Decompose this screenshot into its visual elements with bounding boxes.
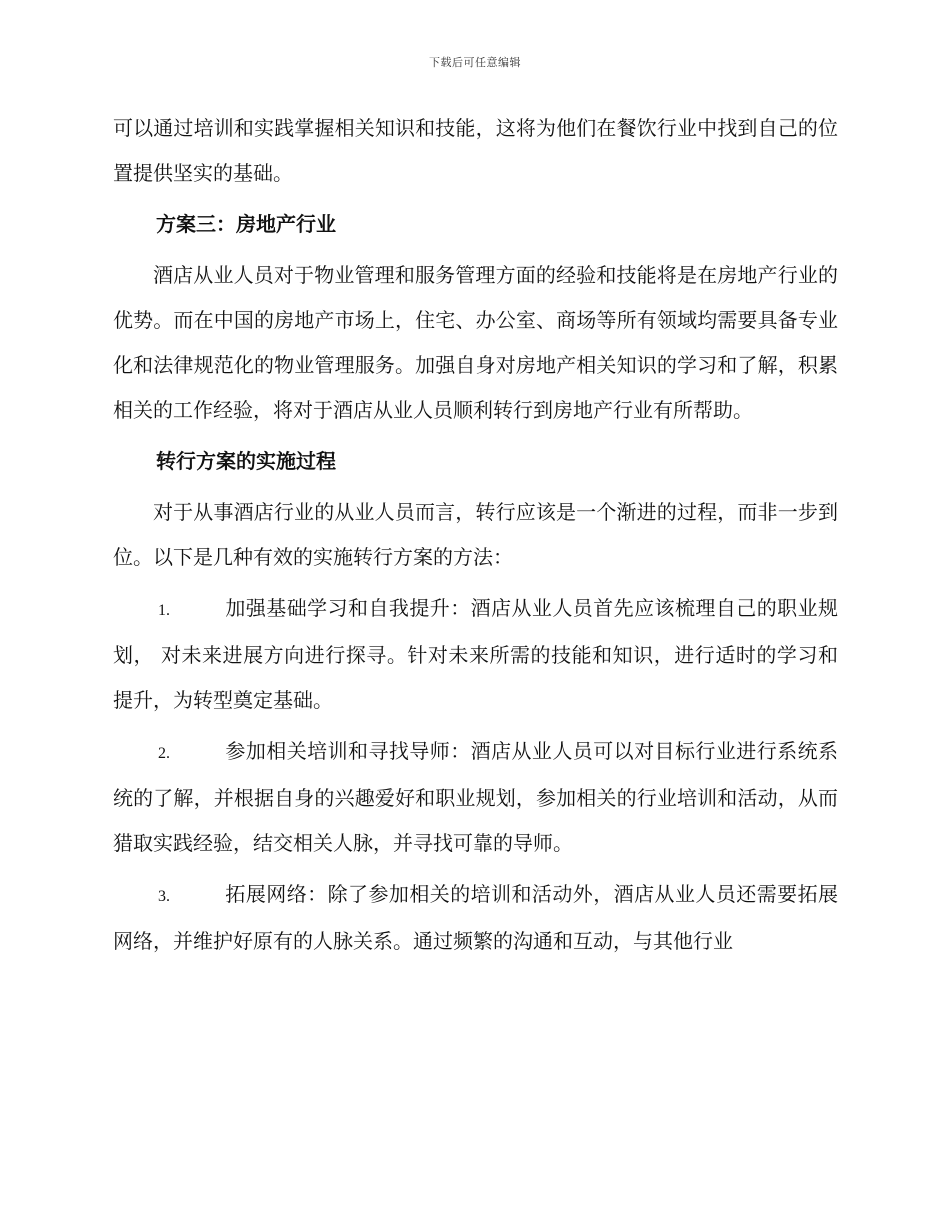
list-item-text: 加强基础学习和自我提升：酒店从业人员首先应该梳理自己的职业规划， 对未来进展方向进行探寻。针对未来所需的技能和知识，进行适时的学习和提升，为转型奠定基础。 [113, 596, 838, 712]
list-number: 2. [158, 745, 170, 762]
list-item [113, 729, 838, 866]
list-item-text: 拓展网络：除了参加相关的培训和活动外，酒店从业人员还需要拓展网络，并维护好原有的人脉关系。通过频繁的沟通和互动，与其他行业 [113, 882, 838, 953]
list-item [113, 586, 838, 723]
list-number: 3. [158, 888, 170, 905]
paragraph-continuation: 可以通过培训和实践掌握相关知识和技能，这将为他们在餐饮行业中找到自己的位置提供坚实的基础。 [113, 116, 838, 185]
list-item-text: 参加相关培训和寻找导师：酒店从业人员可以对目标行业进行系统系统的了解，并根据自身的兴趣爱好和职业规划，参加相关的行业培训和活动，从而猎取实践经验，结交相关人脉，并寻找可靠的导师。 [113, 739, 838, 855]
paragraph-implementation-intro: 对于从事酒店行业的从业人员而言，转行应该是一个渐进的过程，而非一步到位。以下是几种有效的实施转行方案的方法： [113, 500, 838, 569]
document-body [113, 106, 838, 964]
section-heading-implementation: 转行方案的实施过程 [156, 449, 336, 473]
list-number: 1. [158, 602, 170, 619]
list-item [113, 872, 838, 964]
paragraph-real-estate: 酒店从业人员对于物业管理和服务管理方面的经验和技能将是在房地产行业的优势。而在中国的房地产市场上，住宅、办公室、商场等所有领域均需要具备专业化和法律规范化的物业管理服务。加强自身对房地产相关知识的学习和了解，积累相关的工作经验，将对于酒店从业人员顺利转行到房地产行业有所帮助。 [113, 263, 838, 422]
section-heading-real-estate: 方案三：房地产行业 [156, 212, 336, 236]
page-header: 下载后可任意编辑 [429, 56, 521, 69]
